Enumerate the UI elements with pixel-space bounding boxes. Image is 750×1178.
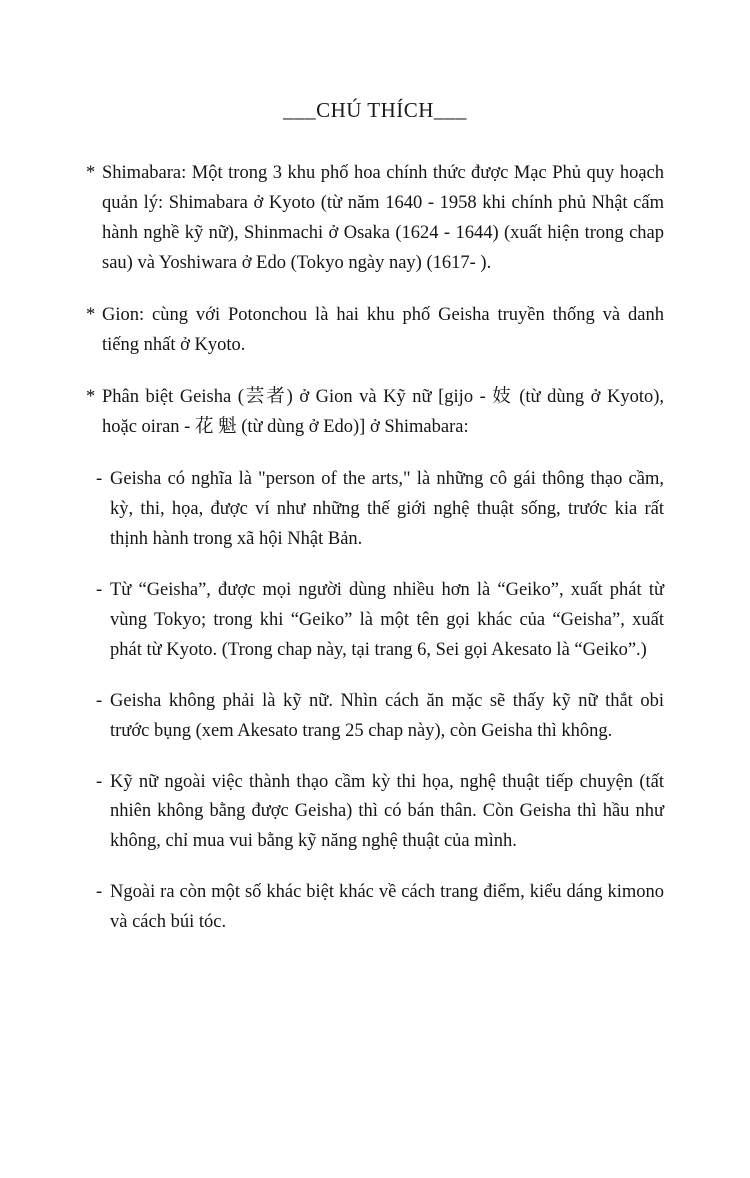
note-item [86,301,664,361]
note-text: Phân biệt Geisha (芸者) ở Gion và Kỹ nữ [gijo - 妓 (từ dùng ở Kyoto), hoặc oiran - 花 魁 (từ dùng ở Edo)] ở Shimabara: [102,386,665,437]
bullet-dash-icon: - [96,468,103,489]
bullet-star-icon: * [86,386,96,407]
bullet-star-icon: * [86,304,96,325]
note-item [96,768,664,858]
note-text: Ngoài ra còn một số khác biệt khác về cách trang điểm, kiểu dáng kimono và cách búi tóc. [110,882,664,933]
note-text: Gion: cùng với Potonchou là hai khu phố Geisha truyền thống và danh tiếng nhất ở Kyoto. [102,304,664,355]
note-item [86,383,664,443]
page-title: ___CHÚ THÍCH___ [283,98,467,122]
note-text: Kỹ nữ ngoài việc thành thạo cầm kỳ thi họa, nghệ thuật tiếp chuyện (tất nhiên không bằng được Geisha) thì có bán thân. Còn Geisha thì hầu như không, chỉ mua vui bằng kỹ năng nghệ thuật của mình. [110,771,664,852]
note-item [96,687,664,747]
note-item [96,878,664,938]
note-text: Geisha có nghĩa là "person of the arts," là những cô gái thông thạo cầm, kỳ, thi, họa, được ví như những thế giới nghệ thuật sống, trước kia rất thịnh hành trong xã hội Nhật Bản. [110,468,664,549]
bullet-dash-icon: - [96,579,103,600]
bullet-dash-icon: - [96,882,103,903]
note-item [96,465,664,555]
note-text: Từ “Geisha”, được mọi người dùng nhiều hơn là “Geiko”, xuất phát từ vùng Tokyo; trong khi “Geiko” là một tên gọi khác của “Geisha”, xuất phát từ Kyoto. (Trong chap này, tại trang 6, Sei gọi Akesato là “Geiko”.) [110,579,664,660]
notes-list [0,123,750,938]
note-item [96,576,664,666]
bullet-dash-icon: - [96,690,103,711]
note-text: Shimabara: Một trong 3 khu phố hoa chính thức được Mạc Phủ quy hoạch quản lý: Shimabara ở Kyoto (từ năm 1640 - 1958 khi chính phủ Nhật cấm hành nghề kỹ nữ), Shinmachi ở Osaka (1624 - 1644) (xuất hiện trong chap sau) và Yoshiwara ở Edo (Tokyo ngày nay) (1617- ). [102,163,664,273]
note-item [86,159,664,279]
bullet-dash-icon: - [96,771,103,792]
bullet-star-icon: * [86,163,96,183]
note-text: Geisha không phải là kỹ nữ. Nhìn cách ăn mặc sẽ thấy kỹ nữ thắt obi trước bụng (xem Akesato trang 25 chap này), còn Geisha thì không. [110,690,664,741]
